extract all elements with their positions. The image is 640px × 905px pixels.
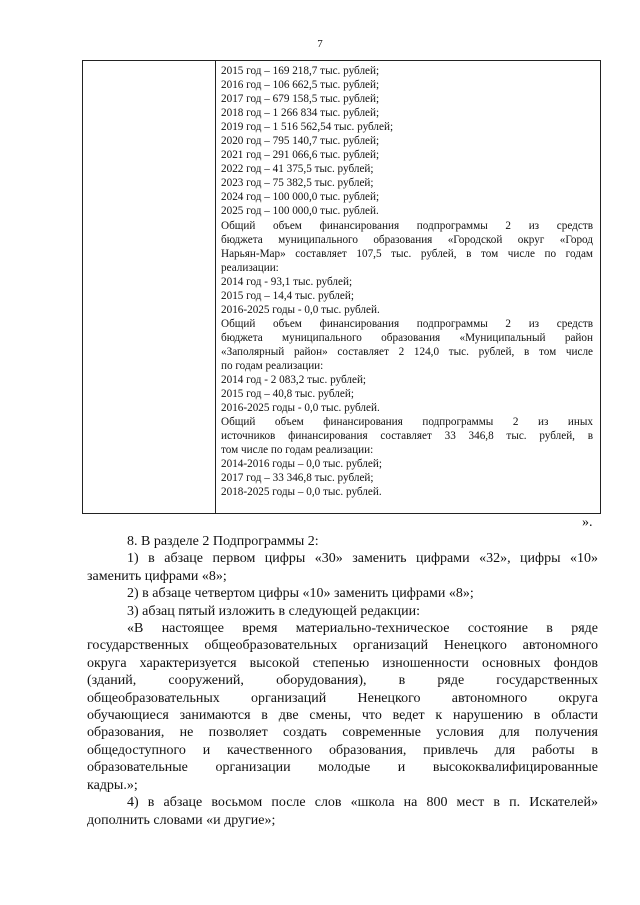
paragraph-line: образовательные организации молодые и высококвалифицированные: [87, 760, 598, 776]
table-text-line: бюджета муниципального образования «Городской округ «Город: [221, 233, 593, 246]
paragraph-line: 4) в абзаце восьмом после слов «школа на 800 мест в п. Искателей»: [127, 795, 598, 811]
table-text-line: 2024 год – 100 000,0 тыс. рублей;: [221, 191, 380, 204]
table-text-line: 2016 год – 106 662,5 тыс. рублей;: [221, 79, 380, 92]
table-text-line: 2018-2025 годы – 0,0 тыс. рублей.: [221, 486, 382, 499]
paragraph-line: кадры.»;: [87, 777, 138, 793]
table-text-line: 2019 год – 1 516 562,54 тыс. рублей;: [221, 121, 394, 134]
paragraph-line: «В настоящее время материально-техническое состояние в ряде: [127, 621, 598, 637]
table-text-line: 2025 год – 100 000,0 тыс. рублей.: [221, 205, 379, 218]
table-text-line: 2014 год - 93,1 тыс. рублей;: [221, 275, 353, 288]
page-number: 7: [317, 38, 323, 50]
table-text-line: 2021 год – 291 066,6 тыс. рублей;: [221, 149, 380, 162]
paragraph-line: 3) абзац пятый изложить в следующей редакции:: [127, 603, 420, 619]
table-text-line: по годам реализации:: [221, 359, 324, 372]
paragraph-line: государственных общеобразовательных организаций Ненецкого автономного: [87, 638, 598, 654]
table-text-line: 2016-2025 годы - 0,0 тыс. рублей.: [221, 303, 380, 316]
table-text-line: 2023 год – 75 382,5 тыс. рублей;: [221, 177, 374, 190]
table-right-cell: [221, 64, 593, 499]
table-text-line: Общий объем финансирования подпрограммы 2 из средств: [221, 219, 593, 232]
table-text-line: 2015 год – 40,8 тыс. рублей;: [221, 388, 354, 401]
table-text-line: бюджета муниципального образования «Муниципальный район: [221, 331, 593, 344]
table-text-line: 2014-2016 годы – 0,0 тыс. рублей;: [221, 458, 382, 471]
closing-quote: ».: [582, 515, 593, 530]
table-text-line: 2020 год – 795 140,7 тыс. рублей;: [221, 135, 380, 148]
table-text-line: Общий объем финансирования подпрограммы 2 из средств: [221, 317, 593, 330]
table-text-line: 2017 год – 679 158,5 тыс. рублей;: [221, 93, 380, 106]
table-text-line: Нарьян-Мар» составляет 107,5 тыс. рублей, в том числе по годам: [221, 247, 593, 260]
table-text-line: 2015 год – 14,4 тыс. рублей;: [221, 289, 354, 302]
financing-table: [82, 60, 601, 514]
paragraph-line: общедоступного и качественного образования, привлечь для работы в: [87, 742, 598, 758]
paragraph-line: 1) в абзаце первом цифры «30» заменить цифрами «32», цифры «10»: [127, 551, 598, 567]
paragraph-line: заменить цифрами «8»;: [87, 568, 227, 584]
table-text-line: 2018 год – 1 266 834 тыс. рублей;: [221, 107, 380, 120]
paragraph-line: образования, не позволяет создать современные условия для получения: [87, 725, 598, 741]
table-text-line: 2017 год – 33 346,8 тыс. рублей;: [221, 472, 374, 485]
table-column-divider: [215, 61, 216, 513]
table-text-line: 2016-2025 годы - 0,0 тыс. рублей.: [221, 402, 380, 415]
table-text-line: Общий объем финансирования подпрограммы 2 из иных: [221, 416, 593, 429]
paragraph-line: обучающиеся занимаются в две смены, что ведет к нарушению в области: [87, 708, 598, 724]
paragraph-line: общеобразовательных организаций Ненецкого автономного округа: [87, 690, 598, 706]
paragraph-line: 8. В разделе 2 Подпрограммы 2:: [127, 534, 319, 549]
paragraph-line: (зданий, сооружений, оборудования), в ряде государственных: [87, 673, 598, 689]
paragraph-line: дополнить словами «и другие»;: [87, 812, 276, 828]
amendment-text: [87, 533, 598, 829]
table-text-line: источников финансирования составляет 33 346,8 тыс. рублей, в: [221, 430, 593, 443]
table-text-line: 2014 год - 2 083,2 тыс. рублей;: [221, 374, 367, 387]
paragraph-line: 2) в абзаце четвертом цифры «10» заменить цифрами «8»;: [127, 586, 474, 602]
table-text-line: «Заполярный район» составляет 2 124,0 тыс. рублей, в том числе: [221, 345, 593, 358]
table-text-line: 2022 год – 41 375,5 тыс. рублей;: [221, 163, 374, 176]
table-text-line: 2015 год – 169 218,7 тыс. рублей;: [221, 65, 380, 77]
table-text-line: реализации:: [221, 261, 279, 274]
paragraph-line: округа характеризуется высокой степенью изношенности основных фондов: [87, 655, 598, 671]
table-text-line: том числе по годам реализации:: [221, 444, 374, 457]
